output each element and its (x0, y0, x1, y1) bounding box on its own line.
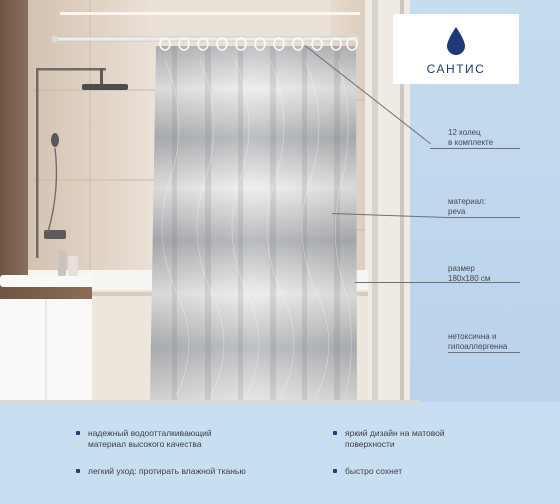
feature-item (88, 466, 308, 477)
callout-material-line2: peva (448, 206, 466, 216)
callout-rings-line1: 12 колец (448, 128, 481, 137)
callout-rings-line2: в комплекте (448, 137, 494, 147)
callout-hypo-line1: нетоксична и (448, 332, 497, 341)
callout-size-line1: размер (448, 264, 475, 273)
feature-text: материал высокого качества (88, 438, 202, 449)
callout-line-size (355, 282, 520, 283)
bullet-icon (333, 469, 337, 473)
feature-text: яркий дизайн на матовой (345, 428, 445, 438)
callout-hypo-line2: гипоаллергенна (448, 341, 508, 351)
features-panel (0, 402, 560, 504)
callout-line-hypo (448, 352, 520, 353)
callout-line-material-h (446, 217, 520, 218)
brand-name: САНТИС (426, 62, 486, 76)
feature-item (345, 466, 535, 477)
callout-hypo (448, 332, 507, 351)
bullet-icon (333, 431, 337, 435)
feature-text: надежный водоотталкивающий (88, 428, 212, 438)
feature-text: быстро сохнет (345, 466, 403, 476)
callout-size-line2: 180x180 см (448, 273, 491, 283)
water-drop-icon (445, 26, 467, 56)
bullet-icon (76, 469, 80, 473)
feature-text: легкий уход: протирать влажной тканью (88, 466, 246, 476)
callout-material-line1: материал: (448, 197, 487, 206)
brand-logo (393, 14, 519, 84)
feature-text: поверхности (345, 438, 395, 449)
callout-material (448, 197, 486, 216)
feature-item (88, 428, 278, 449)
bullet-icon (76, 431, 80, 435)
callout-size (448, 264, 490, 283)
callout-line-rings-h (430, 148, 520, 149)
callout-rings (448, 128, 493, 147)
feature-item (345, 428, 535, 449)
